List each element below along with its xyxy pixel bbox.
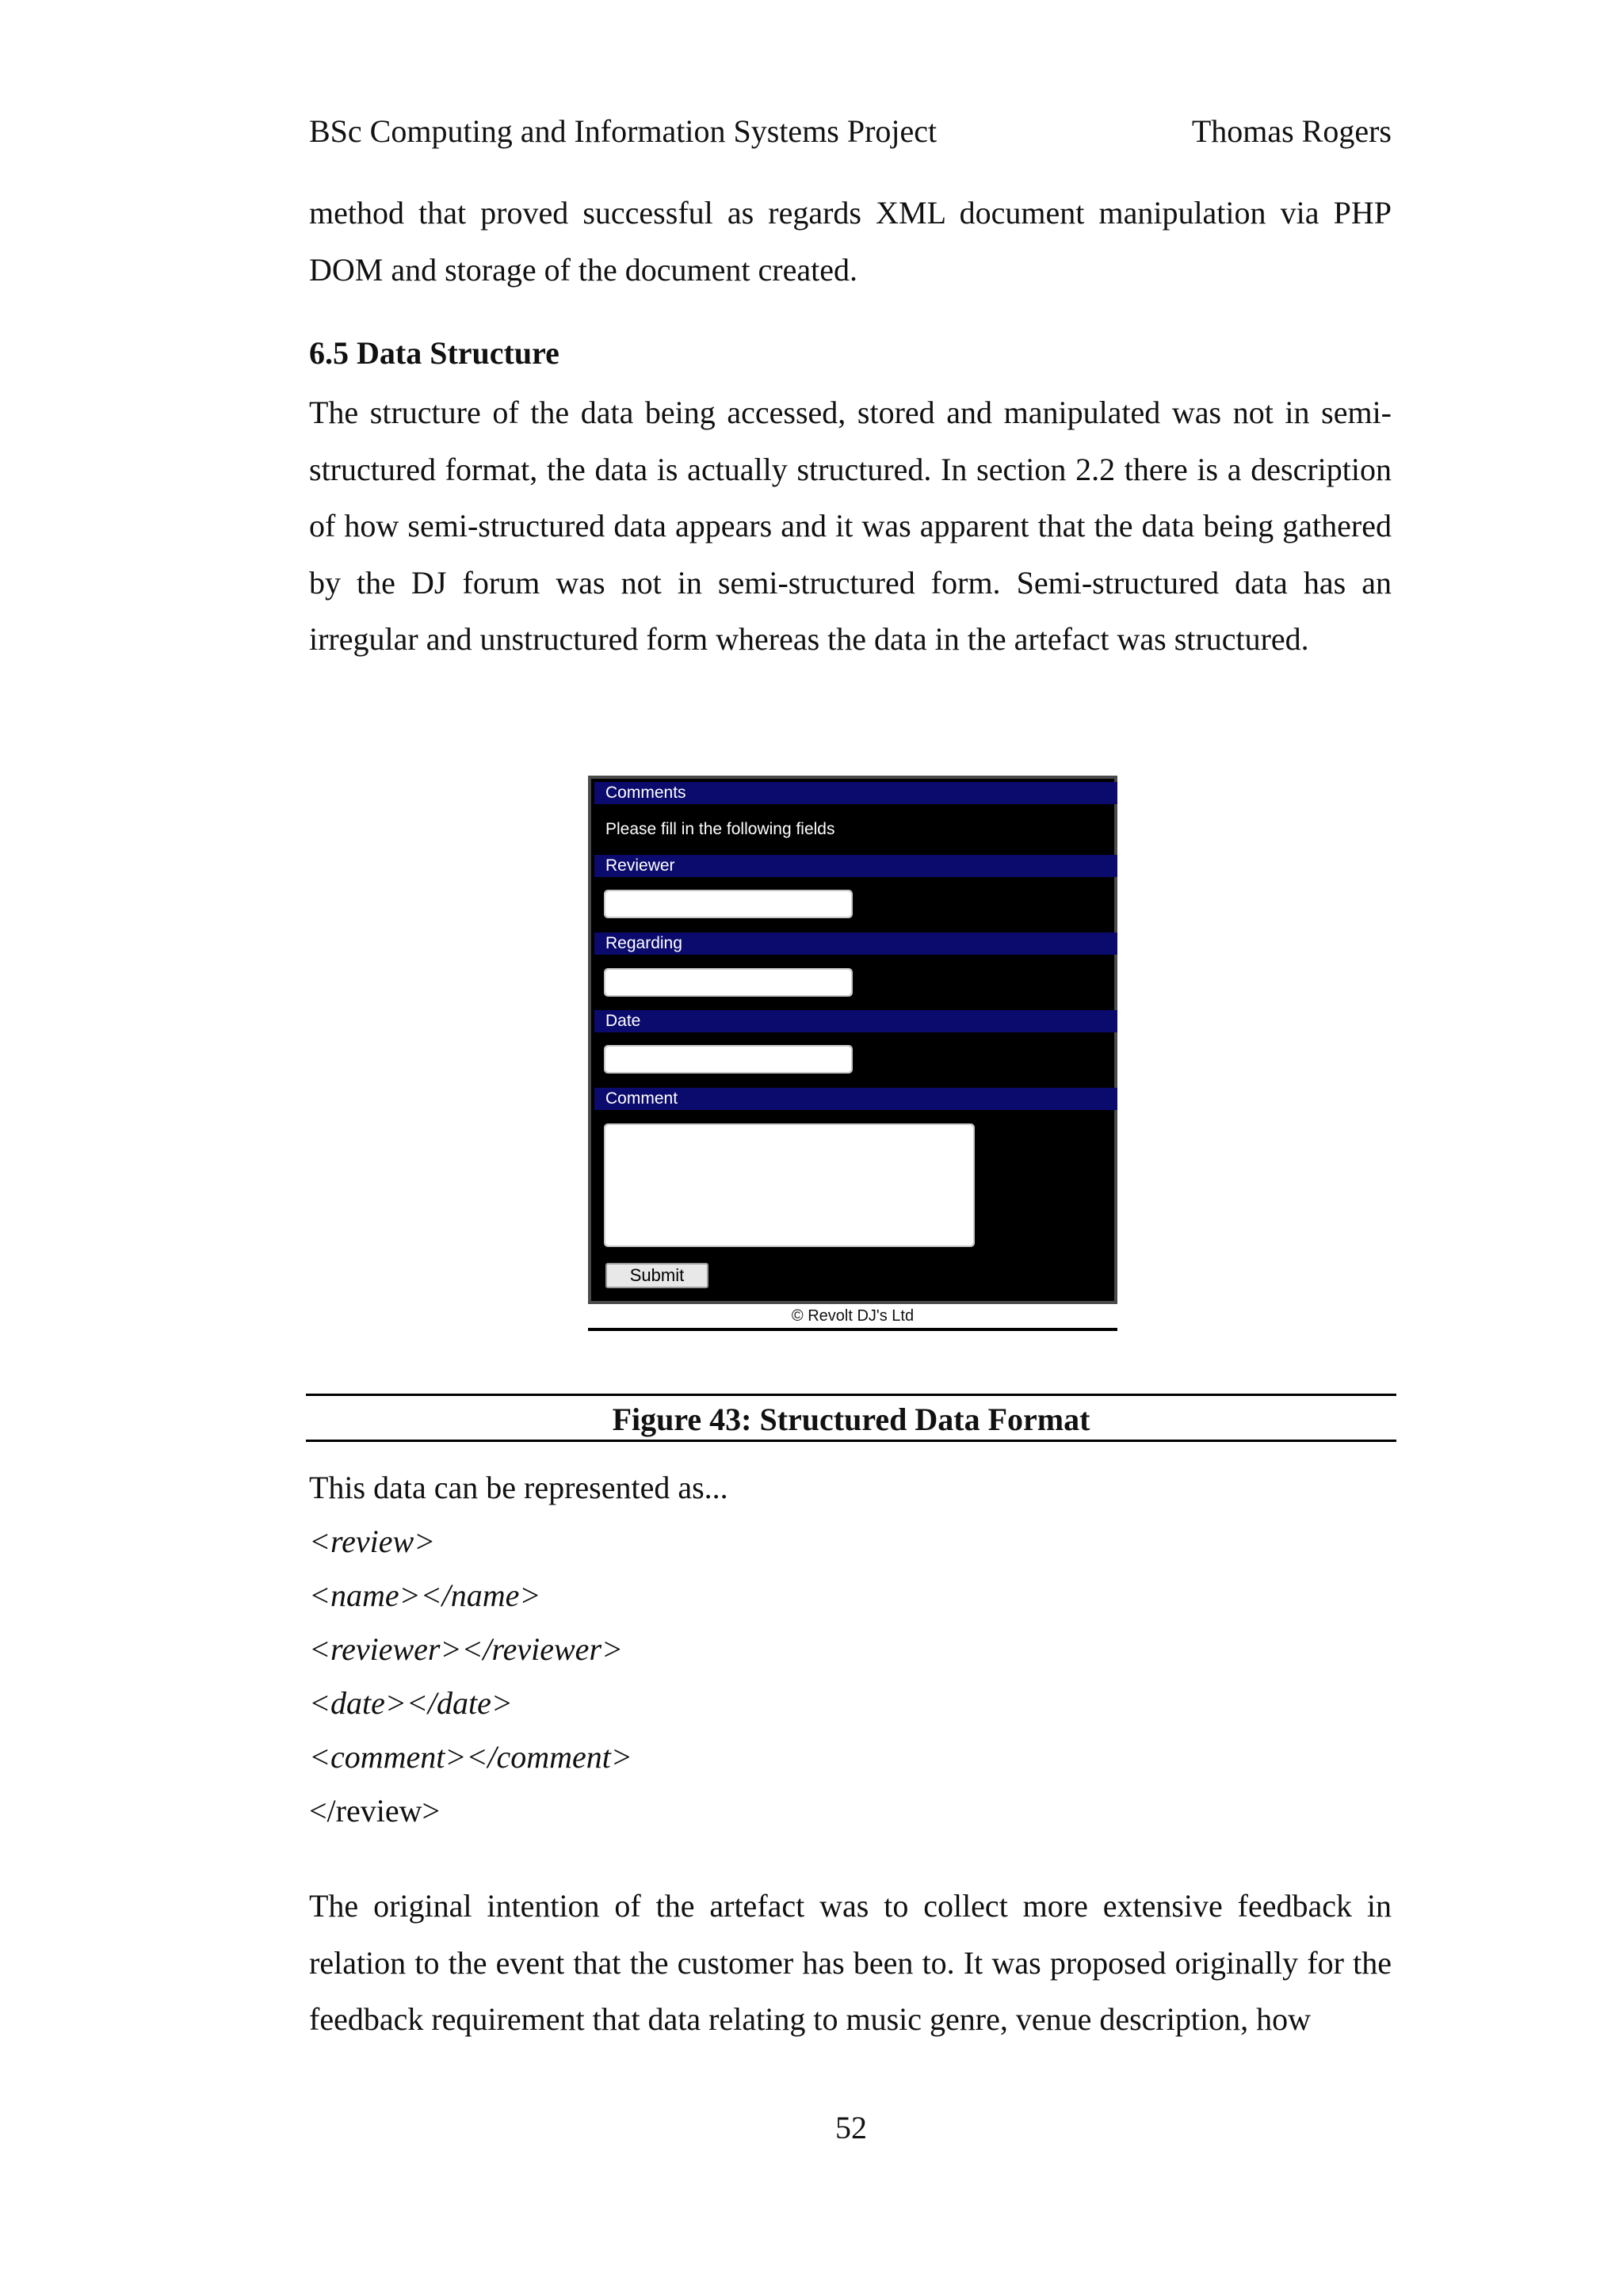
reviewer-label: Reviewer: [594, 855, 1117, 877]
header-author: Thomas Rogers: [1191, 113, 1392, 149]
form-title-bar: Comments: [594, 782, 1117, 804]
comments-form-screenshot: [588, 776, 1117, 1332]
running-header: [309, 109, 1392, 154]
caption-bottom-rule: [306, 1440, 1396, 1442]
submit-button[interactable]: Submit: [605, 1263, 708, 1288]
paragraph-data-structure: The structure of the data being accessed, stored and manipulated was not in semi-structured format, the data is actually structured. In section 2.2 there is a description of how semi-structured data appears and it was apparent that the data being gathered by the DJ forum was not in semi-structured form. Semi-structured data has an irregular and unstructured form whereas the data in the artefact was structured.: [309, 395, 1392, 657]
figure-caption: Figure 43: Structured Data Format: [612, 1402, 1090, 1437]
page-number: 52: [835, 2110, 867, 2145]
paragraph-original-intention: The original intention of the artefact was to collect more extensive feedback in relation to the event that the customer has been to. It was proposed originally for the feedback requirement that data relating to music genre, venue description, how: [309, 1888, 1392, 2037]
caption-top-rule: [306, 1394, 1396, 1396]
date-input[interactable]: [605, 1047, 851, 1072]
reviewer-input[interactable]: [605, 891, 851, 917]
xml-line: <name></name>: [309, 1577, 541, 1613]
regarding-input[interactable]: [605, 970, 851, 995]
xml-line: </review>: [309, 1793, 441, 1829]
date-label: Date: [594, 1010, 1117, 1032]
comments-form: [588, 776, 1117, 1304]
form-instruction: Please fill in the following fields: [605, 820, 835, 838]
copyright-footer: © Revolt DJ's Ltd: [588, 1304, 1117, 1328]
comment-label: Comment: [594, 1088, 1117, 1110]
header-project-title: BSc Computing and Information Systems Project: [309, 113, 938, 149]
xml-line: <review>: [309, 1524, 436, 1559]
xml-intro: This data can be represented as...: [309, 1470, 728, 1505]
xml-line: <date></date>: [309, 1685, 513, 1721]
section-heading: 6.5 Data Structure: [309, 335, 559, 371]
xml-line: <reviewer></reviewer>: [309, 1631, 623, 1667]
paragraph-continuation: method that proved successful as regards XML document manipulation via PHP DOM and storage of the document created.: [309, 195, 1392, 288]
regarding-label: Regarding: [594, 933, 1117, 955]
footer-divider: [588, 1328, 1117, 1331]
xml-line: <comment></comment>: [309, 1739, 632, 1775]
comment-textarea[interactable]: [605, 1125, 973, 1245]
